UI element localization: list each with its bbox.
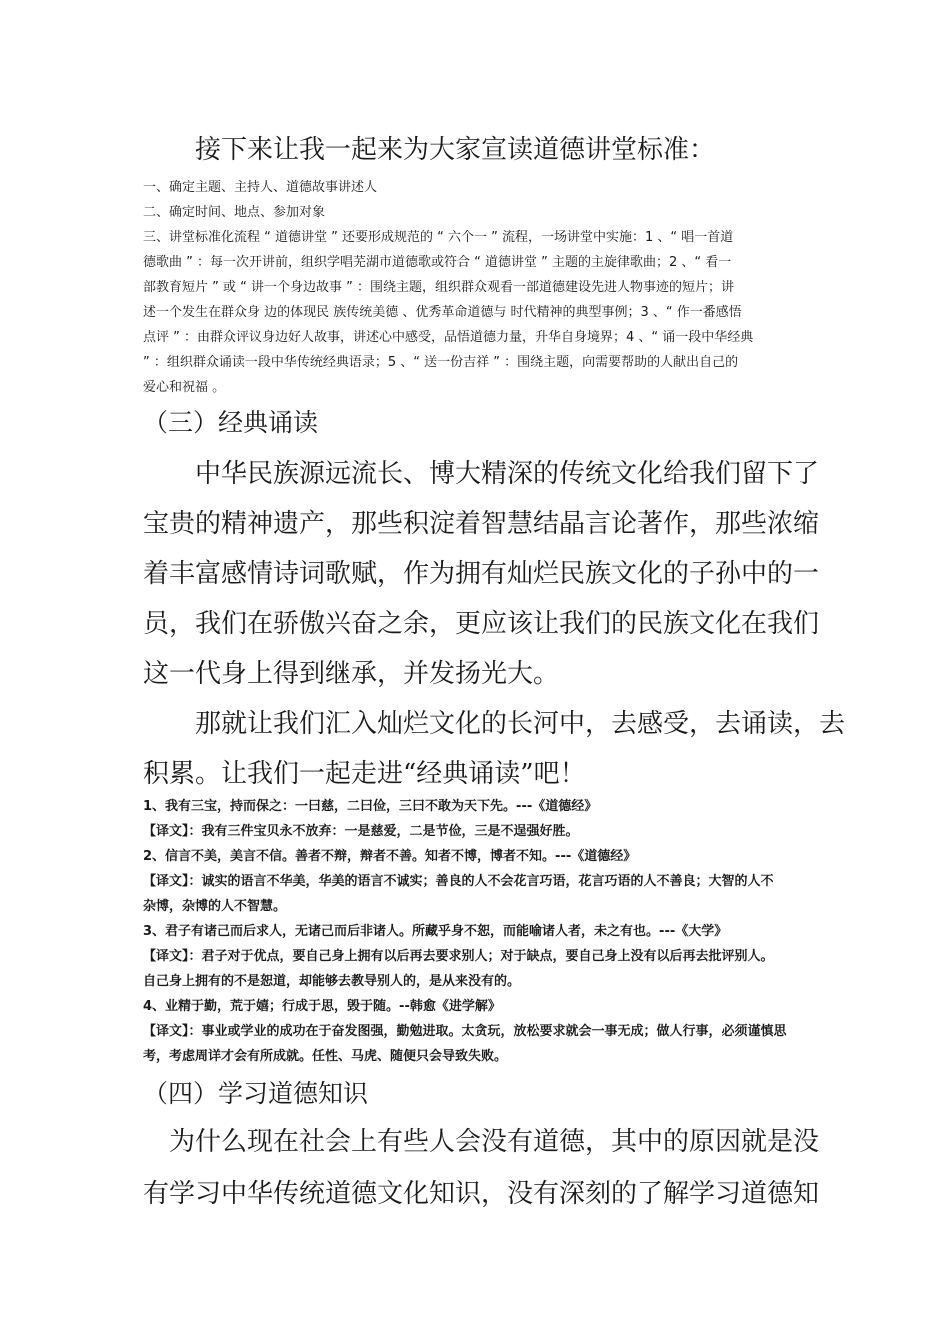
- standards-line: 二、确定时间、地点、参加对象: [143, 205, 326, 220]
- standards-line: 部教育短片 ” 或 “ 讲一个身边故事 ” ：围绕主题，组织群众观看一部道德建设先进人物事迹的短片；讲: [143, 280, 734, 295]
- translation-line: 【译文】：诚实的语言不华美，华美的语言不诚实；善良的人不会花言巧语，花言巧语的人不善良；大智的人不: [143, 874, 774, 889]
- classics-paragraph-line: 宝贵的精神遗产，那些积淀着智慧结晶言论著作，那些浓缩: [143, 509, 820, 539]
- classics-invite-line: 那就让我们汇入灿烂文化的长河中，去感受，去诵读，去: [143, 709, 846, 739]
- standards-line: 一、确定主题、主持人、道德故事讲述人: [143, 180, 378, 195]
- section-heading-classics: （三）经典诵读: [143, 408, 319, 437]
- quote-line: 4、业精于勤，荒于嬉；行成于思，毁于随。--韩愈《进学解》: [143, 999, 501, 1014]
- translation-line: 【译文】：君子对于优点，要自己身上拥有以后再去要求别人；对于缺点，要自己身上没有以后再去批评别人。: [143, 949, 774, 964]
- standards-line: 点评 ” ：由群众评议身边好人故事，讲述心中感受，品悟道德力量，升华自身境界；4 、“ 诵一段中华经典: [143, 330, 754, 345]
- quote-line: 2、信言不美，美言不信。善者不辩，辩者不善。知者不博，博者不知。---《道德经》: [143, 849, 637, 864]
- classics-paragraph-line: 中华民族源远流长、博大精深的传统文化给我们留下了: [143, 459, 820, 489]
- standards-intro: 接下来让我一起来为大家宣读道德讲堂标准：: [143, 135, 716, 165]
- classics-paragraph-line: 员，我们在骄傲兴奋之余，更应该让我们的民族文化在我们: [143, 609, 820, 639]
- translation-line: 杂博，杂博的人不智慧。: [143, 899, 287, 914]
- moral-paragraph-line: 为什么现在社会上有些人会没有道德，其中的原因就是没: [143, 1127, 820, 1157]
- standards-line: 述一个发生在群众身 边的体现民 族传统美德 、优秀革命道德与 时代精神的典型事例；3 、“ 作一番感悟: [143, 305, 742, 320]
- standards-line: 爱心和祝福 。: [143, 380, 226, 395]
- quote-line: 3、君子有诸己而后求人，无诸己而后非诸人。所藏乎身不恕，而能喻诸人者，未之有也。---《大学》: [143, 924, 728, 939]
- standards-line: 德歌曲 ” ：每一次开讲前，组织学唱芜湖市道德歌或符合 “ 道德讲堂 ” 主题的主旋律歌曲；2 、“ 看一: [143, 255, 732, 270]
- translation-line: 自己身上拥有的不是恕道，却能够去教导别人的，是从来没有的。: [143, 974, 521, 989]
- section-heading-moral-knowledge: （四）学习道德知识: [143, 1079, 369, 1108]
- translation-line: 【译文】：事业或学业的成功在于奋发图强，勤勉进取。太贪玩，放松要求就会一事无成；做人行事，必须谨慎思: [143, 1024, 787, 1039]
- translation-line: 考，考虑周详才会有所成就。任性、马虎、随便只会导致失败。: [143, 1049, 508, 1064]
- standards-line: ” ：组织群众诵读一段中华传统经典语录；5 、“ 送一份吉祥 ” ：围绕主题，向需要帮助的人献出自己的: [143, 355, 739, 370]
- classics-invite-line: 积累。让我们一起走进“经典诵读”吧！: [143, 759, 586, 789]
- quote-line: 1、我有三宝，持而保之：一曰慈，二曰俭，三曰不敢为天下先。---《道德经》: [143, 799, 598, 814]
- translation-line: 【译文】：我有三件宝贝永不放弃：一是慈爱，二是节俭，三是不逞强好胜。: [143, 824, 579, 839]
- classics-paragraph-line: 这一代身上得到继承，并发扬光大。: [143, 659, 560, 689]
- standards-line: 三、讲堂标准化流程 “ 道德讲堂 ” 还要形成规范的 “ 六个一 ” 流程，一场讲堂中实施：1 、“ 唱一首道: [143, 230, 734, 245]
- moral-paragraph-line: 有学习中华传统道德文化知识，没有深刻的了解学习道德知: [143, 1179, 820, 1209]
- classics-paragraph-line: 着丰富感情诗词歌赋，作为拥有灿烂民族文化的子孙中的一: [143, 559, 820, 589]
